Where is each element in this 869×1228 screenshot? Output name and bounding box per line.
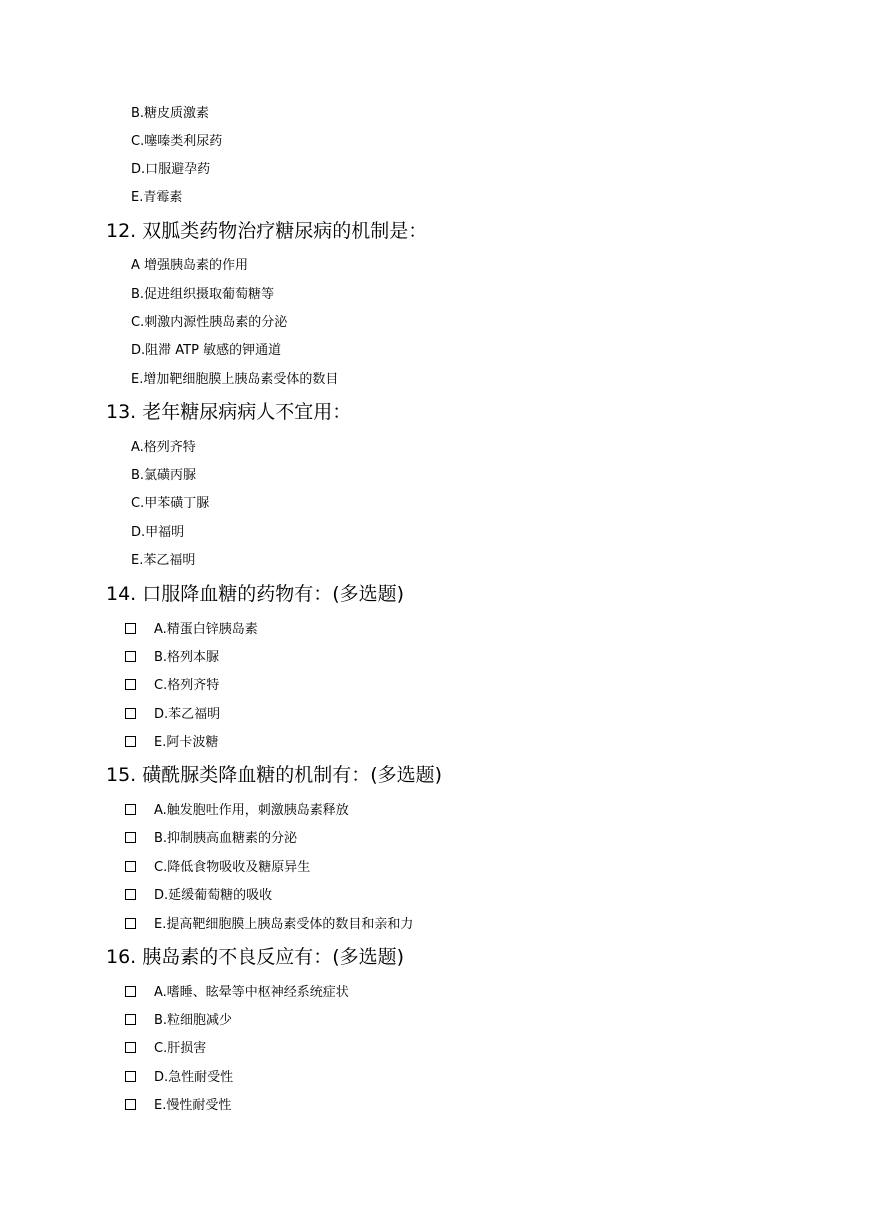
q16-option-b[interactable] [125, 1012, 232, 1031]
option-label: B.抑制胰高血糖素的分泌 [154, 831, 298, 846]
checkbox[interactable] [125, 986, 136, 997]
checkbox[interactable] [125, 1099, 136, 1110]
q11-option-c: C.噻嗪类利尿药 [131, 134, 223, 149]
q12-title: 12. 双胍类药物治疗糖尿病的机制是： [106, 220, 428, 242]
checkbox[interactable] [125, 889, 136, 900]
q11-option-b: B.糖皮质激素 [131, 106, 210, 121]
q13-option-c: C.甲苯磺丁脲 [131, 496, 210, 511]
q14-option-b[interactable] [125, 649, 219, 668]
q14-option-a[interactable] [125, 621, 258, 640]
checkbox[interactable] [125, 736, 136, 747]
q15-option-a[interactable] [125, 802, 349, 821]
q16-title: 16. 胰岛素的不良反应有：(多选题) [106, 946, 405, 968]
q12-option-c: C.刺激内源性胰岛素的分泌 [131, 315, 288, 330]
q14-option-d[interactable] [125, 706, 220, 725]
q12-option-e: E.增加靶细胞膜上胰岛素受体的数目 [131, 372, 339, 387]
q15-option-d[interactable] [125, 887, 272, 906]
option-label: C.格列齐特 [154, 678, 220, 693]
q13-option-e: E.苯乙福明 [131, 553, 196, 568]
checkbox[interactable] [125, 651, 136, 662]
checkbox[interactable] [125, 832, 136, 843]
q15-option-c[interactable] [125, 859, 310, 878]
checkbox[interactable] [125, 1014, 136, 1025]
q16-option-a[interactable] [125, 984, 349, 1003]
option-label: D.急性耐受性 [154, 1070, 234, 1085]
option-label: E.提高靶细胞膜上胰岛素受体的数目和亲和力 [154, 917, 414, 932]
q13-option-d: D.甲福明 [131, 525, 185, 540]
option-label: A.触发胞吐作用，刺激胰岛素释放 [154, 803, 349, 818]
checkbox[interactable] [125, 861, 136, 872]
option-label: C.肝损害 [154, 1041, 207, 1056]
q15-title: 15. 磺酰脲类降血糖的机制有：(多选题) [106, 764, 443, 786]
q15-option-e[interactable] [125, 916, 413, 935]
q13-option-a: A.格列齐特 [131, 440, 196, 455]
q14-option-e[interactable] [125, 734, 218, 753]
option-label: E.阿卡波糖 [154, 735, 219, 750]
q16-option-c[interactable] [125, 1040, 206, 1059]
option-label: A.精蛋白锌胰岛素 [154, 622, 258, 637]
checkbox[interactable] [125, 623, 136, 634]
checkbox[interactable] [125, 1042, 136, 1053]
q16-option-e[interactable] [125, 1097, 231, 1116]
q12-option-b: B.促进组织摄取葡萄糖等 [131, 287, 275, 302]
q14-title: 14. 口服降血糖的药物有：(多选题) [106, 583, 405, 605]
q12-option-a: A 增强胰岛素的作用 [131, 258, 249, 273]
option-label: A.嗜睡、眩晕等中枢神经系统症状 [154, 985, 349, 1000]
checkbox[interactable] [125, 1071, 136, 1082]
option-label: D.苯乙福明 [154, 707, 221, 722]
q15-option-b[interactable] [125, 830, 297, 849]
checkbox[interactable] [125, 804, 136, 815]
q11-option-d: D.口服避孕药 [131, 162, 211, 177]
checkbox[interactable] [125, 918, 136, 929]
q12-option-d: D.阻滞 ATP 敏感的钾通道 [131, 343, 282, 358]
checkbox[interactable] [125, 679, 136, 690]
option-label: E.慢性耐受性 [154, 1098, 232, 1113]
q11-option-e: E.青霉素 [131, 190, 183, 205]
q13-title: 13. 老年糖尿病病人不宜用： [106, 401, 352, 423]
option-label: D.延缓葡萄糖的吸收 [154, 888, 273, 903]
option-label: B.粒细胞减少 [154, 1013, 233, 1028]
q13-option-b: B.氯磺丙脲 [131, 468, 197, 483]
option-label: B.格列本脲 [154, 650, 220, 665]
q16-option-d[interactable] [125, 1069, 233, 1088]
option-label: C.降低食物吸收及糖原异生 [154, 860, 311, 875]
q14-option-c[interactable] [125, 677, 219, 696]
checkbox[interactable] [125, 708, 136, 719]
